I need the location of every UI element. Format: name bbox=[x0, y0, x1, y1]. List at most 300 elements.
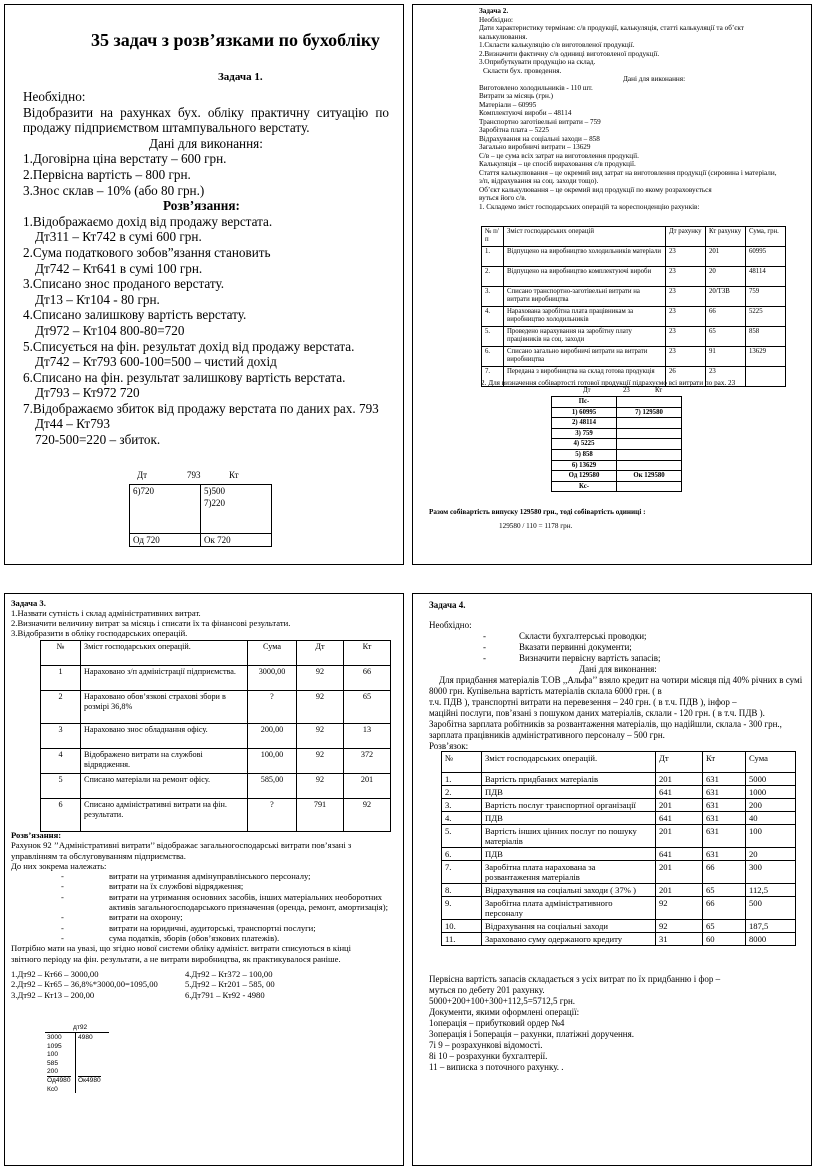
text-line: Дт742 – Кт641 в сумі 100 грн. bbox=[35, 260, 203, 276]
table-row bbox=[130, 534, 272, 547]
table-cell: 8000 bbox=[746, 933, 796, 946]
text-line: звітного періоду на фін. результати, а не витрати виробництва, як практикувалося раніше. bbox=[11, 953, 341, 964]
text-line: Загально виробничі витрати – 13629 bbox=[479, 143, 591, 151]
text-line: Дт742 – Кт793 600-100=500 – чистий дохід bbox=[35, 354, 277, 370]
table-cell: 631 bbox=[703, 812, 746, 825]
table-cell: 6. bbox=[442, 848, 482, 861]
table-row bbox=[442, 933, 796, 946]
t-cell: Кс0 bbox=[47, 1085, 58, 1093]
table-row bbox=[552, 428, 682, 439]
entries-right bbox=[185, 969, 275, 1000]
column-header: Дт рахунку bbox=[666, 227, 706, 247]
text-line: Дані для виконання: bbox=[579, 664, 657, 674]
t-cell: 1) 60995 bbox=[552, 407, 617, 418]
slide-4 bbox=[412, 593, 812, 1166]
text-line: 6.Списано на фін. результат залишкову вартість верстата. bbox=[23, 369, 346, 385]
text-line: Необхідно: bbox=[23, 89, 86, 104]
t-cell: Пс- bbox=[552, 397, 617, 408]
table-cell: 201 bbox=[656, 773, 703, 786]
list-item: - сума податків, зборів (обов’язкових платежів). bbox=[61, 932, 280, 943]
table-row bbox=[41, 691, 391, 724]
column-header: Сума bbox=[746, 752, 796, 773]
table-cell: 6 bbox=[41, 799, 81, 832]
table-cell: 23 bbox=[666, 347, 706, 367]
table-cell: 641 bbox=[656, 812, 703, 825]
table-row bbox=[442, 812, 796, 825]
column-header: Дт bbox=[656, 752, 703, 773]
table-header-row bbox=[482, 227, 786, 247]
solution-heading: Розв’язання: bbox=[163, 198, 240, 214]
table-cell: 631 bbox=[703, 773, 746, 786]
table-cell: 20 bbox=[746, 848, 796, 861]
task-heading: Задача 3. bbox=[11, 598, 46, 608]
text-line: Дт13 – Кт104 - 80 грн. bbox=[35, 291, 160, 307]
table-cell: 66 bbox=[703, 861, 746, 884]
table-cell: 631 bbox=[703, 825, 746, 848]
table-cell: 66 bbox=[344, 666, 391, 691]
table-cell: 641 bbox=[656, 786, 703, 799]
list-item: - Вказати первинні документи; bbox=[483, 642, 632, 652]
table-cell: 66 bbox=[706, 307, 746, 327]
t-cell bbox=[201, 509, 272, 521]
table-cell: Вартість інших цінних послуг по пошуку матеріалів bbox=[482, 825, 656, 848]
table-cell: 631 bbox=[703, 799, 746, 812]
table-cell: 13629 bbox=[746, 347, 786, 367]
table-row bbox=[41, 774, 391, 799]
text-line: 2.Сума податкового зобов”язання становить bbox=[23, 244, 271, 260]
t-cell: 7) 129580 bbox=[617, 407, 682, 418]
table-cell: Відрахування на соціальні заходи ( 37% ) bbox=[482, 884, 656, 897]
t-cell bbox=[130, 509, 201, 521]
table-cell: Зараховано суму одержаного кредиту bbox=[482, 933, 656, 946]
table-cell: 5000 bbox=[746, 773, 796, 786]
table-row bbox=[130, 497, 272, 509]
t-cell bbox=[617, 428, 682, 439]
task3-body bbox=[11, 598, 290, 638]
t-cell: Ок 129580 bbox=[617, 471, 682, 482]
table-cell: 1. bbox=[482, 247, 504, 267]
t-account-number: 23 bbox=[623, 387, 630, 394]
t-cell: Ок4980 bbox=[78, 1077, 101, 1085]
text-line: 4.Списано залишкову вартість верстату. bbox=[23, 307, 247, 323]
table-cell: 201 bbox=[344, 774, 391, 799]
entry-line: 6.Дт791 – Кт92 - 4980 bbox=[185, 989, 265, 1000]
table-cell: Заробітна плата адміністративного персоналу bbox=[482, 897, 656, 920]
table-row bbox=[482, 287, 786, 307]
text-line: Дт311 – Кт742 в сумі 600 грн. bbox=[35, 229, 202, 245]
table-cell: Нараховано знос обладнання офісу. bbox=[81, 724, 248, 749]
table-cell: 23 bbox=[666, 307, 706, 327]
table-cell: 500 bbox=[746, 897, 796, 920]
text-line: Виготовлено холодильників - 110 шт. bbox=[479, 83, 593, 92]
text-line: Розв’язок: bbox=[429, 741, 469, 751]
column-header: Кт bbox=[703, 752, 746, 773]
text-line: Дані для виконання: bbox=[149, 135, 263, 151]
text-line: управлінням та обслуговуванням підприємства. bbox=[11, 850, 186, 861]
table-cell: 187,5 bbox=[746, 920, 796, 933]
text-line: Дані для виконання: bbox=[623, 75, 686, 83]
slide-1 bbox=[4, 4, 404, 565]
table-cell: 65 bbox=[703, 920, 746, 933]
table-cell: 201 bbox=[656, 799, 703, 812]
text-line: Необхідно: bbox=[479, 15, 514, 24]
table-row bbox=[482, 247, 786, 267]
t-cell: Ок 720 bbox=[201, 534, 272, 547]
text-line: калькулювання. bbox=[479, 32, 528, 41]
table-cell: Відрахування на соціальні заходи bbox=[482, 920, 656, 933]
operations-table-3 bbox=[40, 640, 391, 832]
table-row bbox=[442, 773, 796, 786]
table-cell: 23 bbox=[666, 267, 706, 287]
table-row bbox=[442, 786, 796, 799]
table-cell: 858 bbox=[746, 327, 786, 347]
table-cell: Списано адміністративні витрати на фін. результати. bbox=[81, 799, 248, 832]
text-line: 7.Відображаємо збиток від продажу верстата по даних рах. 793 bbox=[23, 400, 379, 416]
table-row bbox=[442, 799, 796, 812]
table-cell: 10. bbox=[442, 920, 482, 933]
table-cell: 641 bbox=[656, 848, 703, 861]
t-cell bbox=[130, 497, 201, 509]
task2-body bbox=[479, 7, 777, 211]
text-line: Заробітна плата – 5225 bbox=[479, 126, 550, 134]
entry-line: 3.Дт92 – Кт13 – 200,00 bbox=[11, 989, 95, 1000]
text-line: 2.Визначити величину витрат за місяць і списати їх та фінансові результати. bbox=[11, 618, 291, 628]
text-line: Дт972 – Кт104 800-80=720 bbox=[35, 322, 185, 338]
t-cell: 1095 bbox=[47, 1042, 62, 1050]
t-cell bbox=[617, 481, 682, 492]
operations-table-2 bbox=[481, 226, 786, 387]
table-row bbox=[552, 471, 682, 482]
table-cell: 31 bbox=[656, 933, 703, 946]
t-cell bbox=[201, 521, 272, 534]
table-cell: 201 bbox=[656, 825, 703, 848]
t-cell: 200 bbox=[47, 1068, 59, 1076]
text-line: Відрахування на соціальні заходи – 858 bbox=[479, 134, 600, 143]
list-item: - витрати на юридичні, аудиторські, транспортні послуги; bbox=[61, 922, 316, 933]
table-cell: Нараховано обов’язкові страхові збори в розмірі 36,8% bbox=[81, 691, 248, 724]
table-row bbox=[482, 327, 786, 347]
t-cell: 5) 858 bbox=[552, 449, 617, 460]
table-cell: 65 bbox=[706, 327, 746, 347]
table-row bbox=[552, 481, 682, 492]
task3-solution bbox=[11, 830, 388, 964]
t-cell: 5)500 bbox=[201, 485, 272, 498]
t-account-credit-label: Кт bbox=[655, 387, 663, 394]
table-cell: 92 bbox=[297, 774, 344, 799]
t-cell: Од 720 bbox=[130, 534, 201, 547]
list-item: - витрати на утримання основних засобів, інших матеріальних необоротних bbox=[61, 891, 383, 902]
text-line: Комплектуючі вироби – 48114 bbox=[479, 109, 572, 117]
table-header-row bbox=[41, 641, 391, 666]
table-cell: Списано матеріали на ремонт офісу. bbox=[81, 774, 248, 799]
t-cell bbox=[617, 439, 682, 450]
task-body bbox=[23, 89, 389, 448]
entry-line: 4.Дт92 – Кт372 – 100,00 bbox=[185, 969, 273, 979]
table-cell: 7. bbox=[442, 861, 482, 884]
calc-line: 129580 / 110 = 1178 грн. bbox=[499, 522, 573, 530]
table-cell: Проведено нарахування на заробітну плату працівників на соц. заходи bbox=[504, 327, 666, 347]
text-line: 3операція і 5операція – рахунки, платіжні доручення. bbox=[429, 1029, 634, 1039]
table-cell: 1000 bbox=[746, 786, 796, 799]
t-cell bbox=[617, 397, 682, 408]
table-cell: Заробітна плата нарахована за розвантаження матеріалів bbox=[482, 861, 656, 884]
table-cell: 65 bbox=[344, 691, 391, 724]
text-line: Для придбання матеріалів Т.ОВ ,,Альфа’’ взяло кредит на чотири місяця під 40% річних в сумі bbox=[439, 675, 803, 685]
table-row bbox=[482, 267, 786, 287]
result-line: Разом собівартість випуску 129580 грн., тоді собівартість одиниці : bbox=[429, 508, 646, 516]
table-cell: Списано транспортно-заготівельні витрати на витрати виробництва bbox=[504, 287, 666, 307]
table-row bbox=[41, 799, 391, 832]
table-cell: 631 bbox=[703, 786, 746, 799]
table-cell: 4 bbox=[41, 749, 81, 774]
text-line: 1операція – прибутковий ордер №4 bbox=[429, 1018, 565, 1028]
table-cell: 6. bbox=[482, 347, 504, 367]
table-row bbox=[442, 861, 796, 884]
table-cell: 3. bbox=[442, 799, 482, 812]
t-cell bbox=[617, 460, 682, 471]
table-cell: ? bbox=[248, 691, 297, 724]
text-line: Рахунок 92 ’’Адміністративні витрати’’ відображає загальногосподарські витрати пов’язані з bbox=[11, 840, 352, 851]
text-line: активів загальногосподарського призначення (оренда, ремонт, амортизація); bbox=[109, 902, 388, 913]
task-heading: Задача 1. bbox=[218, 71, 263, 83]
table-cell: Списано загально виробничі витрати на витрати виробництва bbox=[504, 347, 666, 367]
table-cell: 201 bbox=[656, 861, 703, 884]
table-row bbox=[130, 521, 272, 534]
text-line: 5000+200+100+300+112,5=5712,5 грн. bbox=[429, 996, 576, 1006]
text-line: 7і 9 – розрахункові відомості. bbox=[429, 1040, 543, 1050]
table-row bbox=[41, 724, 391, 749]
entry-line: 5.Дт92 – Кт201 – 585, 00 bbox=[185, 979, 275, 990]
slide-2 bbox=[412, 4, 812, 565]
table-cell: 5 bbox=[41, 774, 81, 799]
table-cell: 60995 bbox=[746, 247, 786, 267]
table-row bbox=[552, 407, 682, 418]
t-account-92 bbox=[45, 1024, 109, 1095]
table-cell: 100,00 bbox=[248, 749, 297, 774]
table-cell: 2 bbox=[41, 691, 81, 724]
table-cell: Вартість придбаних матеріалів bbox=[482, 773, 656, 786]
table-cell: 91 bbox=[706, 347, 746, 367]
text-line: 2.Визначити фактичну с/в одиниці виготовленої продукції. bbox=[479, 49, 660, 58]
text-line: 1.Відображаємо дохід від продажу верстата. bbox=[23, 213, 273, 229]
table-cell: 3000,00 bbox=[248, 666, 297, 691]
table-cell: 100 bbox=[746, 825, 796, 848]
table-row bbox=[41, 666, 391, 691]
text-line: муться по дебету 201 рахунку. bbox=[429, 985, 545, 995]
table-row bbox=[552, 439, 682, 450]
text-line: 1.Назвати сутність і склад адміністративних витрат. bbox=[11, 608, 201, 618]
list-item: - витрати на їх службові відрядження; bbox=[61, 881, 244, 892]
table-cell: 7. bbox=[482, 367, 504, 387]
table-cell: 585,00 bbox=[248, 774, 297, 799]
t-cell bbox=[617, 449, 682, 460]
solution-heading: Розв’язання: bbox=[11, 830, 62, 840]
text-line: 8000 грн. Купівельна вартість матеріалів склала 6000 грн. ( в bbox=[429, 686, 662, 696]
table-cell: 13 bbox=[344, 724, 391, 749]
table-cell: 92 bbox=[297, 666, 344, 691]
t-cell: 2) 48114 bbox=[552, 418, 617, 429]
entry-line: 1.Дт92 – Кт66 – 3000,00 bbox=[11, 969, 99, 979]
table-cell: 20/ТЗВ bbox=[706, 287, 746, 307]
table-cell: 1 bbox=[41, 666, 81, 691]
t-account-793 bbox=[133, 470, 297, 547]
table-row bbox=[552, 397, 682, 408]
text-line: т.ч. ПДВ ), транспортні витрати на перевезення – 240 грн. ( в т.ч. ПДВ ), інфор – bbox=[429, 697, 737, 707]
text-line: С/в – це сума всіх затрат на виготовлення продукції. bbox=[479, 151, 639, 160]
table-cell: 20 bbox=[706, 267, 746, 287]
table-cell: Відпущено на виробництво комплектуючі вироби bbox=[504, 267, 666, 287]
text-line: Дт44 – Кт793 bbox=[35, 416, 110, 432]
table-row bbox=[482, 307, 786, 327]
task-heading: Задача 2. bbox=[479, 7, 509, 15]
table-row bbox=[41, 749, 391, 774]
column-header: № bbox=[442, 752, 482, 773]
t-cell: Од 129580 bbox=[552, 471, 617, 482]
text-line: 1.Скласти калькуляцію с/в виготовленої продукції. bbox=[479, 41, 635, 49]
table-cell: 3 bbox=[41, 724, 81, 749]
t-cell: 4) 5225 bbox=[552, 439, 617, 450]
table-cell: 26 bbox=[666, 367, 706, 387]
t-account-credit-label: Кт bbox=[229, 470, 239, 480]
table-cell: ? bbox=[248, 799, 297, 832]
entry-line: 2.Дт92 – Кт65 – 36,8%*3000,00=1095,00 bbox=[11, 979, 158, 990]
table-cell: 201 bbox=[656, 884, 703, 897]
t-cell: 6)720 bbox=[130, 485, 201, 498]
table-row bbox=[442, 825, 796, 848]
table-cell: 5. bbox=[482, 327, 504, 347]
text-line: Потрібно мати на увазі, що згідно нової системи обліку адмініст. витрати списуються в кінці bbox=[11, 943, 352, 954]
table-cell: ПДВ bbox=[482, 848, 656, 861]
t-cell: 3) 759 bbox=[552, 428, 617, 439]
text-line: 1.Договірна ціна верстату – 600 грн. bbox=[23, 151, 227, 167]
table-cell: 11. bbox=[442, 933, 482, 946]
table-row bbox=[442, 848, 796, 861]
text-line: Стаття калькулювання – це окремий вид затрат на виготовлення продукції (сировина і матеріали, bbox=[479, 168, 777, 177]
table-cell: 65 bbox=[703, 884, 746, 897]
text-line: маційні послуги, пов’язані з пошуком даних матеріалів, склали - 120 грн. ( в т.ч. ПДВ ). bbox=[429, 708, 765, 718]
table-cell: ПДВ bbox=[482, 786, 656, 799]
table-cell: ПДВ bbox=[482, 812, 656, 825]
table-cell: 4. bbox=[442, 812, 482, 825]
table-cell: 92 bbox=[344, 799, 391, 832]
column-header: Сума, грн. bbox=[746, 227, 786, 247]
text-line: Документи, якими оформлені операції: bbox=[429, 1007, 580, 1017]
text-line: 5.Списується на фін. результат дохід від продажу верстата. bbox=[23, 338, 355, 354]
column-header: Сума bbox=[248, 641, 297, 666]
text-line: вуться його с/в. bbox=[479, 194, 527, 202]
table-row bbox=[552, 418, 682, 429]
text-line: Первісна вартість запасів складається з усіх витрат по їх придбанню і фор – bbox=[429, 974, 721, 984]
t-account-table bbox=[551, 396, 682, 492]
text-line: 2.Первісна вартість – 800 грн. bbox=[23, 166, 191, 182]
table-row bbox=[442, 920, 796, 933]
table-cell: 5. bbox=[442, 825, 482, 848]
text-line: з/п, відрахування на соц. заходи тощо). bbox=[479, 177, 599, 185]
column-header: Зміст господарських операцій bbox=[504, 227, 666, 247]
table-cell: 23 bbox=[706, 367, 746, 387]
t-cell: 3000 bbox=[47, 1034, 62, 1042]
table-cell: 92 bbox=[656, 920, 703, 933]
table-cell: 92 bbox=[297, 691, 344, 724]
t-cell: 7)220 bbox=[201, 497, 272, 509]
text-line: Дт793 – Кт972 720 bbox=[35, 385, 140, 401]
text-line: 720-500=220 – збиток. bbox=[35, 432, 161, 448]
table-cell: 112,5 bbox=[746, 884, 796, 897]
table-row bbox=[552, 460, 682, 471]
list-item: - витрати на охорону; bbox=[61, 912, 183, 923]
column-header: Зміст господарських операцій. bbox=[482, 752, 656, 773]
list-item: - Визначити первісну вартість запасів; bbox=[483, 653, 661, 663]
column-header: Дт bbox=[297, 641, 344, 666]
table-header-row bbox=[442, 752, 796, 773]
text-line: Матеріали – 60995 bbox=[479, 100, 537, 109]
table-row bbox=[552, 449, 682, 460]
table-cell: Передана з виробництва на склад готова продукція bbox=[504, 367, 666, 387]
table-cell: 66 bbox=[703, 897, 746, 920]
table-cell: 8. bbox=[442, 884, 482, 897]
text-line: 3.Знос склав – 10% (або 80 грн.) bbox=[23, 182, 205, 198]
table-cell bbox=[746, 367, 786, 387]
text-line: 11 – виписка з поточного рахунку. . bbox=[429, 1062, 564, 1072]
table-row bbox=[482, 347, 786, 367]
text-line: 1. Складемо зміст господарських операцій та кореспонденцію рахунків: bbox=[479, 202, 700, 211]
table-cell: 23 bbox=[666, 247, 706, 267]
task-heading: Задача 4. bbox=[429, 600, 466, 610]
table-cell: Вартість послуг транспортної організації bbox=[482, 799, 656, 812]
column-header: Кт bbox=[344, 641, 391, 666]
page-title: 35 задач з розв’язками по бухобліку bbox=[91, 30, 380, 50]
task4-solution bbox=[429, 974, 720, 1073]
t-right-col bbox=[78, 1034, 101, 1085]
t-cell: Од4980 bbox=[47, 1077, 71, 1085]
table-cell: Відпущено на виробництво холодильників матеріали bbox=[504, 247, 666, 267]
entries-left bbox=[11, 969, 158, 1000]
table-cell: 5225 bbox=[746, 307, 786, 327]
list-item: - Скласти бухгалтерські проводки; bbox=[483, 631, 647, 641]
table-cell: 791 bbox=[297, 799, 344, 832]
note-line: 2. Для визначення собівартості готової продукції підрахуємо всі витрати по рах. 23 bbox=[481, 379, 736, 387]
table-cell: 1. bbox=[442, 773, 482, 786]
table-cell: 40 bbox=[746, 812, 796, 825]
table-cell: 9. bbox=[442, 897, 482, 920]
table-cell: 200,00 bbox=[248, 724, 297, 749]
text-line: 3.Відобразити в обліку господарських операцій. bbox=[11, 628, 188, 638]
t-cell: 100 bbox=[47, 1051, 59, 1059]
table-cell: 300 bbox=[746, 861, 796, 884]
table-cell: 372 bbox=[344, 749, 391, 774]
table-row bbox=[442, 897, 796, 920]
text-line: Дати характеристику термінам: с/в продукції, калькуляція, статті калькуляції та об’єкт bbox=[479, 24, 744, 32]
column-header: Зміст господарських операцій. bbox=[81, 641, 248, 666]
text-line: 8і 10 – розрахунки бухгалтерії. bbox=[429, 1051, 548, 1061]
table-cell: 23 bbox=[666, 287, 706, 307]
slide-3 bbox=[4, 593, 404, 1166]
text-line: Відобразити на рахунках бух. обліку практичну ситуацію по bbox=[23, 104, 389, 120]
operations-table-4 bbox=[441, 751, 796, 946]
task4-body bbox=[429, 600, 802, 752]
t-account-table bbox=[129, 484, 272, 547]
table-cell: Нарахована заробітна плата працівникам за виробництво холодильників bbox=[504, 307, 666, 327]
text-line: зарплата працівників адміністративного персоналу – 500 грн. bbox=[429, 730, 665, 740]
list-item: - витрати на утримання адмінуправлінського персоналу; bbox=[61, 871, 311, 882]
table-cell: Відображено витрати на службові відрядження. bbox=[81, 749, 248, 774]
table-cell: 48114 bbox=[746, 267, 786, 287]
table-cell: 3. bbox=[482, 287, 504, 307]
table-cell: Нараховано з/п адміністрації підприємства. bbox=[81, 666, 248, 691]
t-account-title: дт92 bbox=[73, 1024, 88, 1031]
t-cell: 4980 bbox=[78, 1034, 93, 1042]
text-line: Калькуляція – це спосіб вираховання с/в продукції. bbox=[479, 160, 636, 168]
